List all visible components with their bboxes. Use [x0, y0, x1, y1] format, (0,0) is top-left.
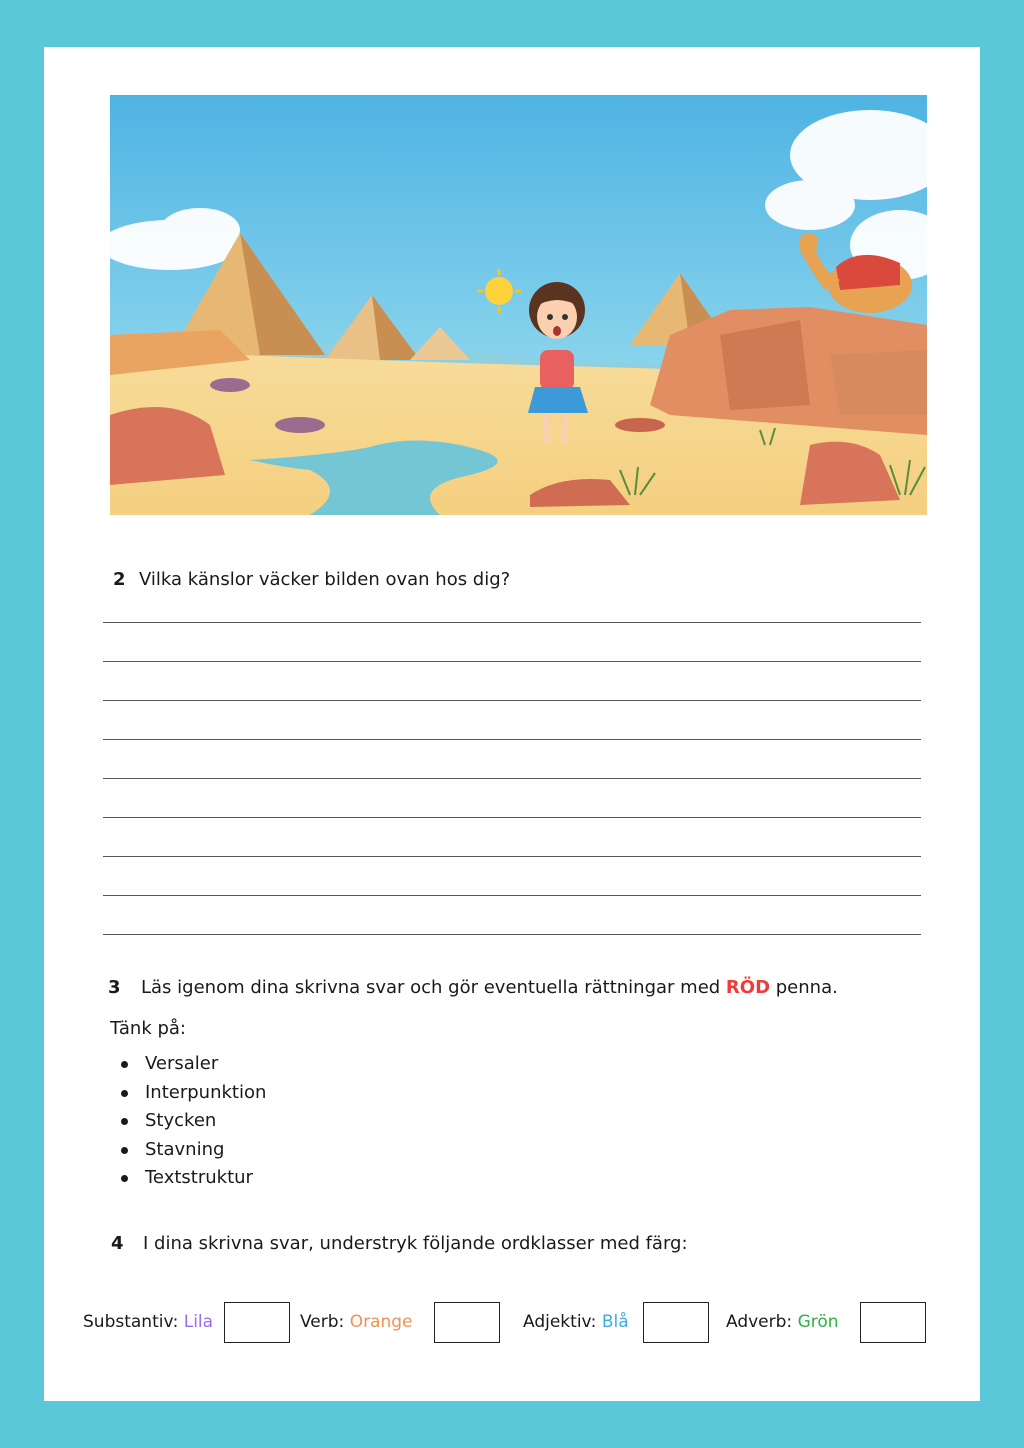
question-text-end: penna.	[770, 977, 838, 998]
word-class-label: Verb:	[300, 1312, 345, 1332]
word-class-label: Substantiv:	[83, 1312, 179, 1332]
question-number: 2	[113, 569, 126, 590]
color-box-substantiv[interactable]	[224, 1302, 290, 1343]
answer-line[interactable]	[103, 661, 921, 662]
question-text-start: Läs igenom dina skrivna svar och gör eventuella rättningar med	[141, 977, 726, 998]
color-name-orange: Orange	[349, 1312, 413, 1332]
list-item: Interpunktion	[117, 1081, 266, 1110]
answer-line[interactable]	[103, 700, 921, 701]
desert-scene-image	[110, 95, 927, 515]
question-number: 3	[108, 977, 121, 998]
desert-illustration	[110, 95, 927, 515]
answer-line[interactable]	[103, 739, 921, 740]
answer-line[interactable]	[103, 856, 921, 857]
answer-line[interactable]	[103, 934, 921, 935]
answer-line[interactable]	[103, 817, 921, 818]
word-class-verb	[300, 1312, 413, 1332]
word-class-label: Adjektiv:	[523, 1312, 597, 1332]
question-number: 4	[111, 1233, 124, 1254]
word-class-adjektiv	[523, 1312, 629, 1332]
word-class-adverb	[726, 1312, 839, 1332]
question-text: Vilka känslor väcker bilden ovan hos dig?	[139, 569, 511, 590]
color-box-adjektiv[interactable]	[643, 1302, 709, 1343]
color-box-adverb[interactable]	[860, 1302, 926, 1343]
color-name-bla: Blå	[601, 1312, 629, 1332]
answer-line[interactable]	[103, 778, 921, 779]
answer-line[interactable]	[103, 895, 921, 896]
list-item: Versaler	[117, 1052, 266, 1081]
question-2	[113, 569, 510, 590]
color-name-gron: Grön	[797, 1312, 839, 1332]
answer-line[interactable]	[103, 622, 921, 623]
word-class-label: Adverb:	[726, 1312, 793, 1332]
list-item: Stycken	[117, 1109, 266, 1138]
question-text: I dina skrivna svar, understryk följande ordklasser med färg:	[143, 1233, 688, 1254]
list-item: Stavning	[117, 1138, 266, 1167]
list-item: Textstruktur	[117, 1166, 266, 1195]
color-name-lila: Lila	[183, 1312, 214, 1332]
question-3	[108, 977, 838, 998]
red-emphasis: RÖD	[725, 977, 771, 998]
think-about-label: Tänk på:	[110, 1018, 186, 1039]
word-class-substantiv	[83, 1312, 213, 1332]
color-box-verb[interactable]	[434, 1302, 500, 1343]
question-4	[111, 1233, 688, 1254]
checklist	[117, 1052, 266, 1195]
